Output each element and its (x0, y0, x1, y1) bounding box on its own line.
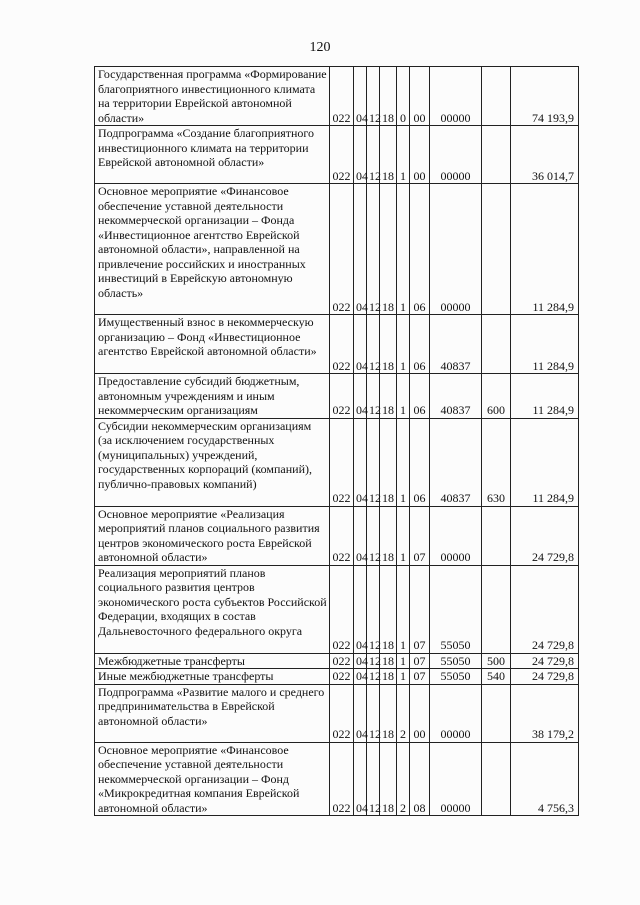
subprogram-code-cell: 1 (397, 374, 410, 419)
row-name-cell: Предоставление субсидий бюджетным, автономным учреждениям и иным некоммерческим организациям (95, 374, 330, 419)
subsection-code-cell: 12 (367, 374, 380, 419)
section-code-cell: 04 (354, 418, 367, 506)
activity-code-cell: 07 (410, 653, 430, 669)
subsection-code-cell: 12 (367, 684, 380, 742)
program-code-cell: 18 (380, 653, 397, 669)
amount-cell: 4 756,3 (511, 742, 579, 816)
program-code-cell: 18 (380, 184, 397, 315)
table-row (95, 565, 579, 653)
activity-code-cell: 06 (410, 374, 430, 419)
row-name-cell: Государственная программа «Формирование благоприятного инвестиционного климата на территории Еврейской автономной области» (95, 67, 330, 126)
expense-type-code-cell (482, 684, 511, 742)
amount-cell: 38 179,2 (511, 684, 579, 742)
expense-type-code-cell (482, 67, 511, 126)
table-row (95, 374, 579, 419)
amount-cell: 24 729,8 (511, 506, 579, 565)
row-name-cell: Межбюджетные трансферты (95, 653, 330, 669)
expense-type-code-cell: 500 (482, 653, 511, 669)
program-code-cell: 18 (380, 67, 397, 126)
grbs-code-cell: 022 (330, 67, 354, 126)
page-number: 120 (309, 40, 331, 55)
section-code-cell: 04 (354, 184, 367, 315)
subprogram-code-cell: 2 (397, 684, 410, 742)
table-row (95, 184, 579, 315)
program-code-cell: 18 (380, 669, 397, 685)
subsection-code-cell: 12 (367, 315, 380, 374)
activity-code-cell: 06 (410, 418, 430, 506)
direction-code-cell: 55050 (430, 669, 482, 685)
row-name-cell: Реализация мероприятий планов социального развития центров экономического роста субъектов Российской Федерации, входящих в состав Дальневосточного федерального округа (95, 565, 330, 653)
subsection-code-cell: 12 (367, 506, 380, 565)
subsection-code-cell: 12 (367, 742, 380, 816)
section-code-cell: 04 (354, 653, 367, 669)
table-row (95, 742, 579, 816)
amount-cell: 24 729,8 (511, 669, 579, 685)
expense-type-code-cell (482, 742, 511, 816)
program-code-cell: 18 (380, 742, 397, 816)
program-code-cell: 18 (380, 506, 397, 565)
subprogram-code-cell: 1 (397, 418, 410, 506)
amount-cell: 24 729,8 (511, 653, 579, 669)
direction-code-cell: 40837 (430, 418, 482, 506)
activity-code-cell: 00 (410, 67, 430, 126)
activity-code-cell: 08 (410, 742, 430, 816)
grbs-code-cell: 022 (330, 184, 354, 315)
subsection-code-cell: 12 (367, 418, 380, 506)
program-code-cell: 18 (380, 374, 397, 419)
subsection-code-cell: 12 (367, 669, 380, 685)
row-name-cell: Подпрограмма «Развитие малого и среднего предпринимательства в Еврейской автономной области» (95, 684, 330, 742)
subprogram-code-cell: 1 (397, 184, 410, 315)
grbs-code-cell: 022 (330, 565, 354, 653)
section-code-cell: 04 (354, 374, 367, 419)
table-row (95, 315, 579, 374)
section-code-cell: 04 (354, 67, 367, 126)
table-row (95, 506, 579, 565)
table-row (95, 684, 579, 742)
activity-code-cell: 06 (410, 184, 430, 315)
activity-code-cell: 00 (410, 126, 430, 184)
row-name-cell: Имущественный взнос в некоммерческую организацию – Фонд «Инвестиционное агентство Еврейской автономной области» (95, 315, 330, 374)
section-code-cell: 04 (354, 506, 367, 565)
expense-type-code-cell (482, 506, 511, 565)
section-code-cell: 04 (354, 669, 367, 685)
direction-code-cell: 40837 (430, 374, 482, 419)
expense-type-code-cell (482, 565, 511, 653)
table-row (95, 126, 579, 184)
direction-code-cell: 00000 (430, 684, 482, 742)
program-code-cell: 18 (380, 315, 397, 374)
row-name-cell: Основное мероприятие «Финансовое обеспечение уставной деятельности некоммерческой организации – Фонда «Инвестиционное агентство Еврейской автономной области», направленной на привлечение российских и иностранных инвестиций в Еврейскую автономную область» (95, 184, 330, 315)
subsection-code-cell: 12 (367, 565, 380, 653)
direction-code-cell: 40837 (430, 315, 482, 374)
direction-code-cell: 00000 (430, 506, 482, 565)
grbs-code-cell: 022 (330, 684, 354, 742)
direction-code-cell: 00000 (430, 126, 482, 184)
activity-code-cell: 00 (410, 684, 430, 742)
subprogram-code-cell: 1 (397, 565, 410, 653)
activity-code-cell: 07 (410, 506, 430, 565)
subsection-code-cell: 12 (367, 184, 380, 315)
subprogram-code-cell: 1 (397, 126, 410, 184)
section-code-cell: 04 (354, 684, 367, 742)
row-name-cell: Основное мероприятие «Реализация мероприятий планов социального развития центров экономического роста Еврейской автономной области» (95, 506, 330, 565)
subprogram-code-cell: 1 (397, 506, 410, 565)
direction-code-cell: 00000 (430, 184, 482, 315)
grbs-code-cell: 022 (330, 653, 354, 669)
table-row (95, 67, 579, 126)
expense-type-code-cell (482, 126, 511, 184)
activity-code-cell: 06 (410, 315, 430, 374)
expense-type-code-cell: 600 (482, 374, 511, 419)
direction-code-cell: 00000 (430, 742, 482, 816)
grbs-code-cell: 022 (330, 506, 354, 565)
grbs-code-cell: 022 (330, 315, 354, 374)
grbs-code-cell: 022 (330, 126, 354, 184)
expense-type-code-cell: 540 (482, 669, 511, 685)
table-row (95, 418, 579, 506)
subprogram-code-cell: 1 (397, 315, 410, 374)
grbs-code-cell: 022 (330, 669, 354, 685)
amount-cell: 11 284,9 (511, 374, 579, 419)
direction-code-cell: 55050 (430, 653, 482, 669)
subprogram-code-cell: 2 (397, 742, 410, 816)
grbs-code-cell: 022 (330, 374, 354, 419)
expense-type-code-cell (482, 184, 511, 315)
row-name-cell: Подпрограмма «Создание благоприятного инвестиционного климата на территории Еврейской автономной области» (95, 126, 330, 184)
expense-type-code-cell (482, 315, 511, 374)
subprogram-code-cell: 1 (397, 653, 410, 669)
row-name-cell: Иные межбюджетные трансферты (95, 669, 330, 685)
section-code-cell: 04 (354, 565, 367, 653)
section-code-cell: 04 (354, 742, 367, 816)
program-code-cell: 18 (380, 565, 397, 653)
program-code-cell: 18 (380, 126, 397, 184)
row-name-cell: Основное мероприятие «Финансовое обеспечение уставной деятельности некоммерческой организации – Фонд «Микрокредитная компания Еврейской автономной области» (95, 742, 330, 816)
section-code-cell: 04 (354, 126, 367, 184)
amount-cell: 11 284,9 (511, 418, 579, 506)
row-name-cell: Субсидии некоммерческим организациям (за исключением государственных (муниципальных) учреждений, государственных корпораций (компаний), публично-правовых компаний) (95, 418, 330, 506)
subsection-code-cell: 12 (367, 67, 380, 126)
amount-cell: 11 284,9 (511, 315, 579, 374)
direction-code-cell: 00000 (430, 67, 482, 126)
budget-table (94, 66, 579, 816)
amount-cell: 24 729,8 (511, 565, 579, 653)
table-row (95, 653, 579, 669)
amount-cell: 11 284,9 (511, 184, 579, 315)
subprogram-code-cell: 1 (397, 669, 410, 685)
subsection-code-cell: 12 (367, 126, 380, 184)
program-code-cell: 18 (380, 684, 397, 742)
table-row (95, 669, 579, 685)
expense-type-code-cell: 630 (482, 418, 511, 506)
budget-table-body (95, 67, 579, 816)
program-code-cell: 18 (380, 418, 397, 506)
activity-code-cell: 07 (410, 669, 430, 685)
subsection-code-cell: 12 (367, 653, 380, 669)
amount-cell: 74 193,9 (511, 67, 579, 126)
direction-code-cell: 55050 (430, 565, 482, 653)
amount-cell: 36 014,7 (511, 126, 579, 184)
grbs-code-cell: 022 (330, 742, 354, 816)
grbs-code-cell: 022 (330, 418, 354, 506)
section-code-cell: 04 (354, 315, 367, 374)
subprogram-code-cell: 0 (397, 67, 410, 126)
activity-code-cell: 07 (410, 565, 430, 653)
